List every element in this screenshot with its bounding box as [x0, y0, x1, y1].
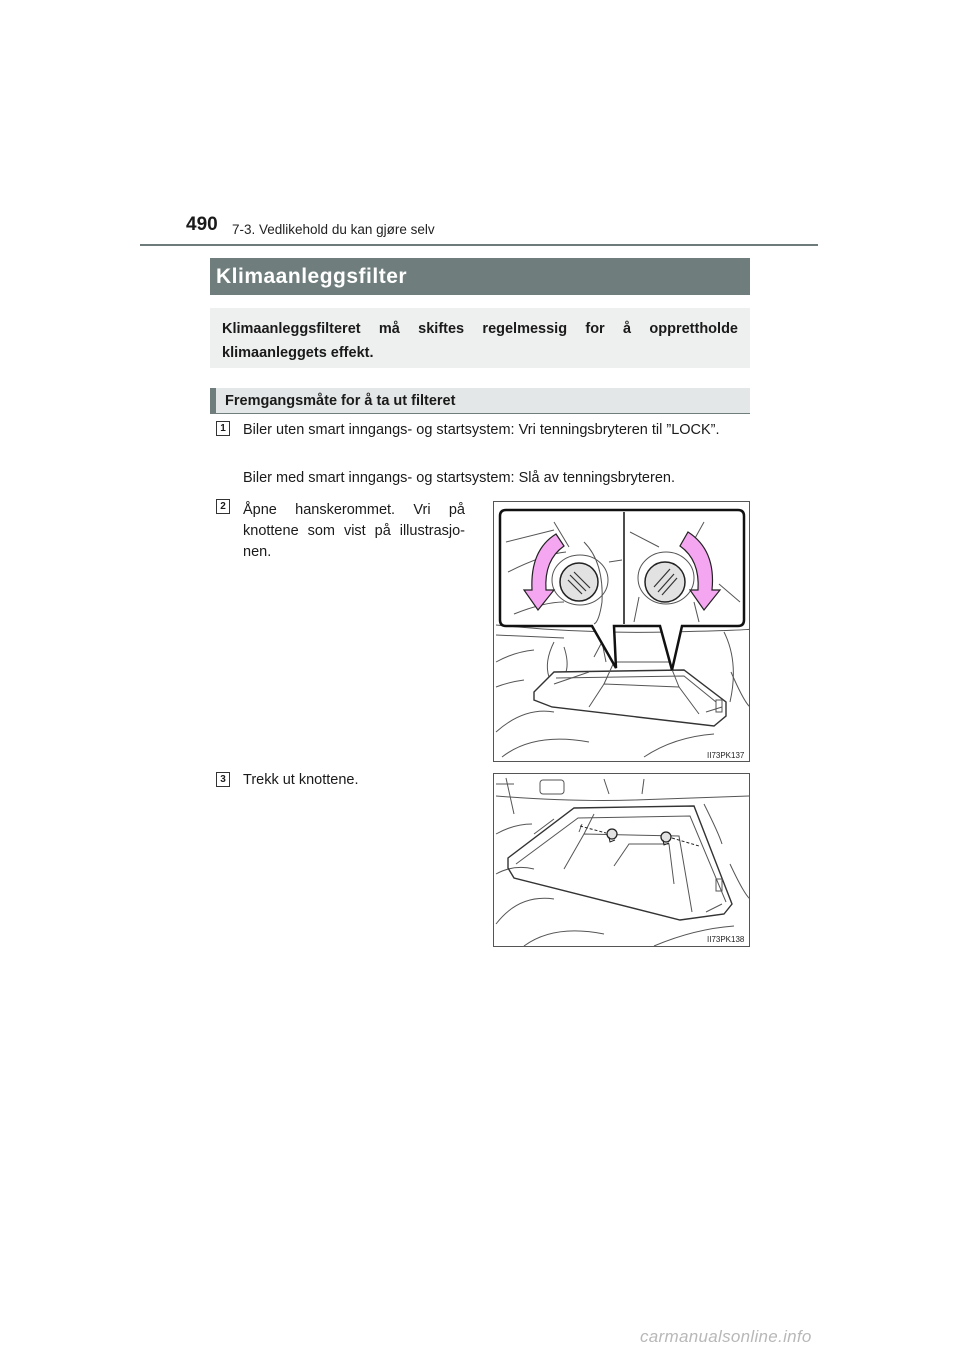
watermark: carmanualsonline.info: [640, 1327, 812, 1346]
pulled-knob-right: [661, 832, 671, 845]
step-number-1: 1: [216, 421, 230, 436]
figure-1-code: II73PK137: [707, 751, 745, 760]
section-title: Klimaanleggsfilter: [210, 258, 750, 295]
pull-out-knobs-drawing: [494, 774, 750, 947]
header-divider: [140, 244, 818, 246]
pulled-knob-left: [607, 829, 617, 842]
step-1-text-alt: Biler med smart inngangs- og startsystem: Slå av tenningsbryteren.: [243, 470, 675, 486]
step-number-2: 2: [216, 499, 230, 514]
glove-box-knobs-drawing: [494, 502, 750, 762]
section-intro: Klimaanleggsfilteret må skiftes regelmessig for å opprettholde klimaanleggets effekt.: [210, 308, 750, 368]
step-1-text: Biler uten smart inngangs- og startsystem: Vri tenningsbryteren til ”LOCK”.: [243, 422, 720, 438]
step-2-text: Åpne hanskerommet. Vri på knottene som vist på illustrasjo-nen.: [243, 502, 465, 560]
subsection-title: Fremgangsmåte for å ta ut filteret: [210, 388, 750, 414]
subsection-divider: [210, 413, 750, 414]
glove-box-knobs-illustration: [493, 501, 750, 762]
figure-2-code: II73PK138: [707, 935, 745, 944]
step-number-3: 3: [216, 772, 230, 787]
pull-out-knobs-illustration: [493, 773, 750, 947]
chapter-title: 7-3. Vedlikehold du kan gjøre selv: [232, 222, 435, 237]
page-number: 490: [186, 214, 218, 235]
step-3-text: Trekk ut knottene.: [243, 772, 359, 788]
